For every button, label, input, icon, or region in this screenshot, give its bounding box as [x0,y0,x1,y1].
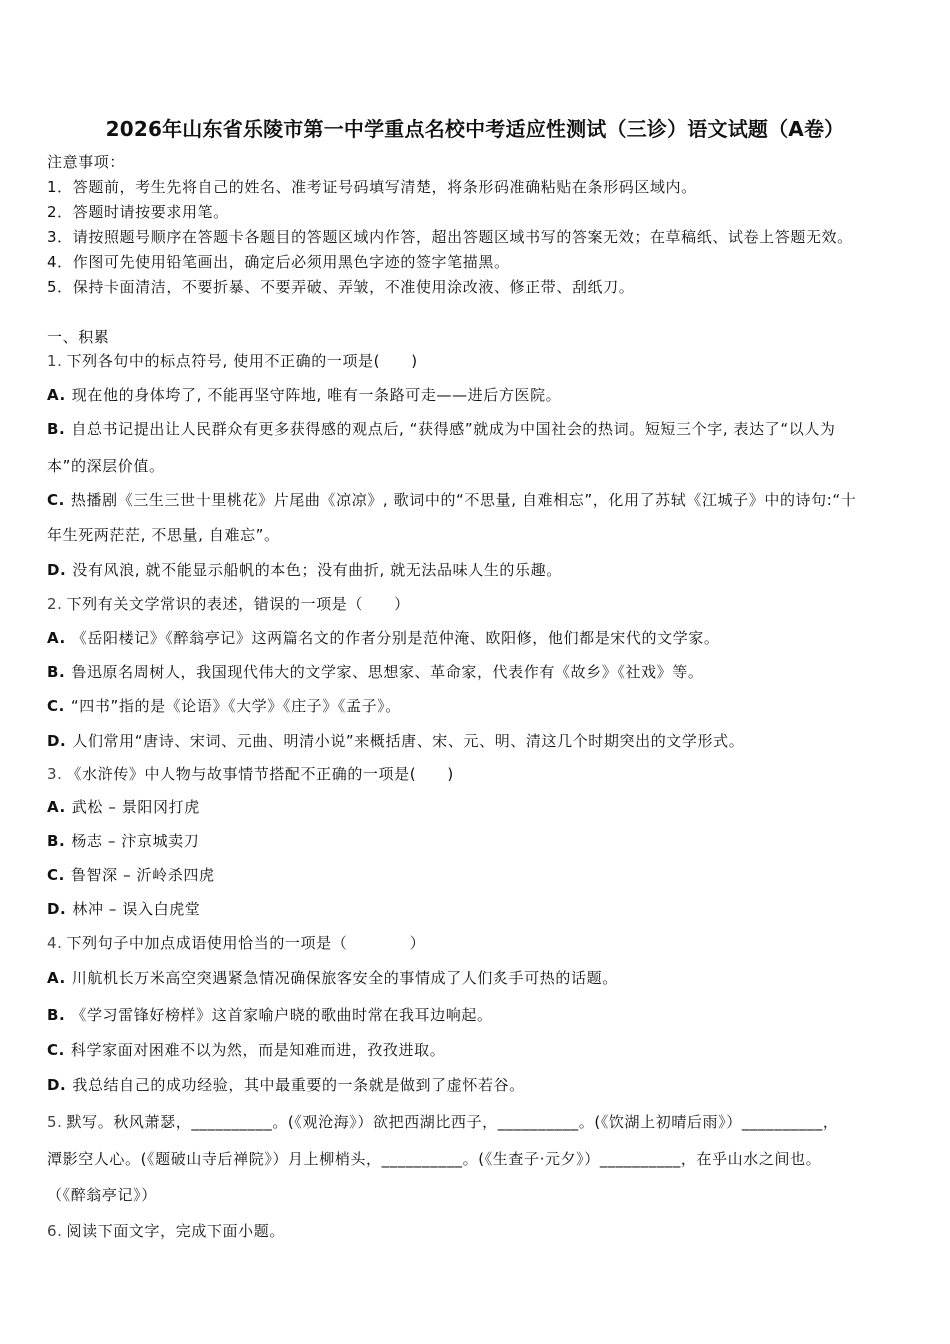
line-text: 本”的深层价值。 [47,457,165,475]
option-line [47,831,199,851]
line-text: 4．作图可先使用铅笔画出，确定后必须用黑色字迹的签字笔描黑。 [47,253,510,271]
text-line [47,202,229,222]
text-line [47,252,510,272]
question-number: 2. [47,595,63,613]
option-line [47,385,561,405]
option-line [47,696,401,716]
question-line [47,764,454,784]
text-line [47,327,109,347]
line-text: 下列句子中加点成语使用恰当的一项是（ ） [66,934,426,952]
line-text: 3．请按照题号顺序在答题卡各题目的答题区域内作答，超出答题区域书写的答案无效；在草稿纸、试卷上答题无效。 [47,228,853,246]
question-number: 5. [47,1113,63,1131]
line-text: 2．答题时请按要求用笔。 [47,203,229,221]
question-line [47,1112,838,1132]
text-line [47,1185,157,1205]
option-letter: D. [47,561,67,579]
option-letter: D. [47,1076,67,1094]
line-text: 默写。秋风萧瑟，__________。(《观沧海》）欲把西湖比西子，__________。(《饮湖上初晴后雨》）__________， [66,1113,839,1131]
option-line [47,899,200,919]
line-text: 鲁迅原名周树人，我国现代伟大的文学家、思想家、革命家，代表作有《故乡》《社戏》等。 [71,663,704,681]
option-line [47,731,744,751]
option-letter: C. [47,866,65,884]
option-line [47,1075,525,1095]
option-letter: B. [47,663,66,681]
option-letter: A. [47,386,66,404]
line-text: 杨志 – 汴京城卖刀 [71,832,200,850]
option-letter: C. [47,697,65,715]
line-text: 5．保持卡面清洁，不要折暴、不要弄破、弄皱，不准使用涂改液、修正带、刮纸刀。 [47,278,635,296]
text-line [47,525,280,545]
text-line [47,456,165,476]
line-text: 没有风浪, 就不能显示船帆的本色；没有曲折, 就无法品味人生的乐趣。 [72,561,562,579]
line-text: 自总书记提出让人民群众有更多获得感的观点后, “获得感”就成为中国社会的热词。短短三个字, 表达了“以人为 [71,420,836,438]
question-line [47,351,418,371]
line-text: 人们常用“唐诗、宋词、元曲、明清小说”来概括唐、宋、元、明、清这几个时期突出的文学形式。 [72,732,745,750]
line-text: 热播剧《三生三世十里桃花》片尾曲《凉凉》, 歌词中的“不思量, 自难相忘”，化用了苏轼《江城子》中的诗句:“十 [70,491,857,509]
question-line [47,933,425,953]
line-text: 川航机长万米高空突遇紧急情况确保旅客安全的事情成了人们炙手可热的话题。 [71,969,618,987]
option-line [47,419,836,439]
option-line [47,662,703,682]
option-line [47,865,215,885]
line-text: 科学家面对困难不以为然，而是知难而进，孜孜进取。 [70,1041,446,1059]
option-letter: B. [47,832,66,850]
question-number: 1. [47,352,63,370]
question-number: 3. [47,765,63,783]
line-text: 下列各句中的标点符号, 使用不正确的一项是( ) [66,352,418,370]
option-letter: C. [47,491,65,509]
text-line [47,277,634,297]
option-letter: A. [47,969,66,987]
line-text: 我总结自己的成功经验，其中最重要的一条就是做到了虚怀若谷。 [72,1076,525,1094]
line-text: 现在他的身体垮了, 不能再坚守阵地, 唯有一条路可走——进后方医院。 [71,386,562,404]
option-letter: A. [47,629,66,647]
option-line [47,560,562,580]
question-line [47,1221,285,1241]
text-line [47,152,125,172]
option-letter: D. [47,900,67,918]
line-text: 《岳阳楼记》《醉翁亭记》这两篇名文的作者分别是范仲淹、欧阳修，他们都是宋代的文学家。 [71,629,720,647]
line-text: 武松 – 景阳冈打虎 [71,798,200,816]
line-text: 下列有关文学常识的表述，错误的一项是（ ） [66,595,410,613]
option-line [47,628,720,648]
line-text: （《醉翁亭记》） [47,1186,157,1204]
option-line [47,490,856,510]
line-text: 注意事项： [47,153,126,171]
option-line [47,968,618,988]
text-line [47,177,697,197]
question-number: 4. [47,934,63,952]
line-text: 一、积累 [47,328,110,346]
text-line [47,227,853,247]
option-letter: C. [47,1041,65,1059]
line-text: 林冲 – 误入白虎堂 [72,900,201,918]
question-line [47,594,410,614]
option-letter: D. [47,732,67,750]
line-text: “四书”指的是《论语》《大学》《庄子》《孟子》。 [70,697,401,715]
question-number: 6. [47,1222,63,1240]
line-text: 阅读下面文字，完成下面小题。 [66,1222,285,1240]
page-title: 2026年山东省乐陵市第一中学重点名校中考适应性测试（三诊）语文试题（A卷） [105,117,845,141]
line-text: 《学习雷锋好榜样》这首家喻户晓的歌曲时常在我耳边响起。 [71,1006,493,1024]
line-text: 《水浒传》中人物与故事情节搭配不正确的一项是( ) [66,765,454,783]
line-text: 潭影空人心。(《题破山寺后禅院》）月上柳梢头，__________。(《生查子·元夕》）__________，在乎山水之间也。 [47,1150,822,1168]
option-letter: B. [47,1006,66,1024]
option-line [47,797,200,817]
text-line [47,1149,821,1169]
line-text: 年生死两茫茫, 不思量, 自难忘”。 [47,526,280,544]
line-text: 1．答题前，考生先将自己的姓名、准考证号码填写清楚，将条形码准确粘贴在条形码区域内。 [47,178,697,196]
option-letter: B. [47,420,66,438]
option-line [47,1005,493,1025]
option-letter: A. [47,798,66,816]
line-text: 鲁智深 – 沂岭杀四虎 [70,866,215,884]
option-line [47,1040,445,1060]
